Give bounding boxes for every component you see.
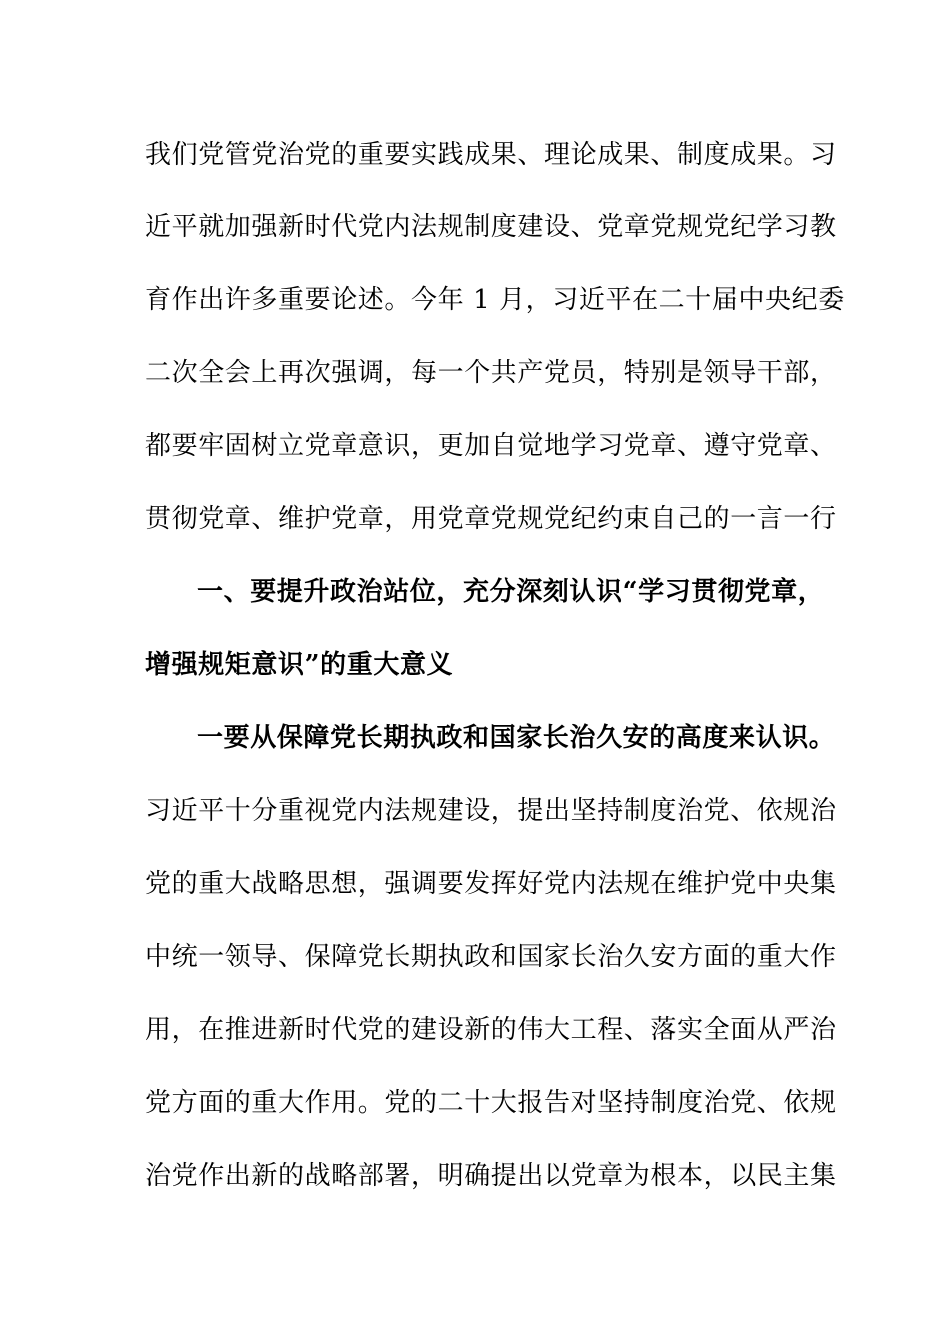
body-line-6: 治党作出新的战略部署，明确提出以党章为根本，以民主集 [145,1161,837,1191]
section-heading-line-1: 一、要提升政治站位，充分深刻认识“学习贯彻党章， [197,577,825,607]
intro-line-3: 育作出许多重要论述。今年 1 月，习近平在二十届中央纪委 [145,285,845,315]
intro-line-4: 二次全会上再次强调，每一个共产党员，特别是领导干部， [145,358,837,388]
body-line-4: 用，在推进新时代党的建设新的伟大工程、落实全面从严治 [145,1015,837,1045]
intro-line-1: 我们党管党治党的重要实践成果、理论成果、制度成果。习 [145,140,837,170]
intro-line-5: 都要牢固树立党章意识，更加自觉地学习党章、遵守党章、 [145,431,837,461]
body-line-5: 党方面的重大作用。党的二十大报告对坚持制度治党、依规 [145,1088,837,1118]
intro-line-2: 近平就加强新时代党内法规制度建设、党章党规党纪学习教 [145,212,837,242]
body-line-3: 中统一领导、保障党长期执政和国家长治久安方面的重大作 [145,942,837,972]
intro-line-6: 贯彻党章、维护党章，用党章党规党纪约束自己的一言一行 [145,504,837,534]
section-heading-line-2: 增强规矩意识”的重大意义 [145,650,454,680]
subheading: 一要从保障党长期执政和国家长治久安的高度来认识。 [197,723,836,753]
body-line-1: 习近平十分重视党内法规建设，提出坚持制度治党、依规治 [145,796,837,826]
body-line-2: 党的重大战略思想，强调要发挥好党内法规在维护党中央集 [145,869,837,899]
